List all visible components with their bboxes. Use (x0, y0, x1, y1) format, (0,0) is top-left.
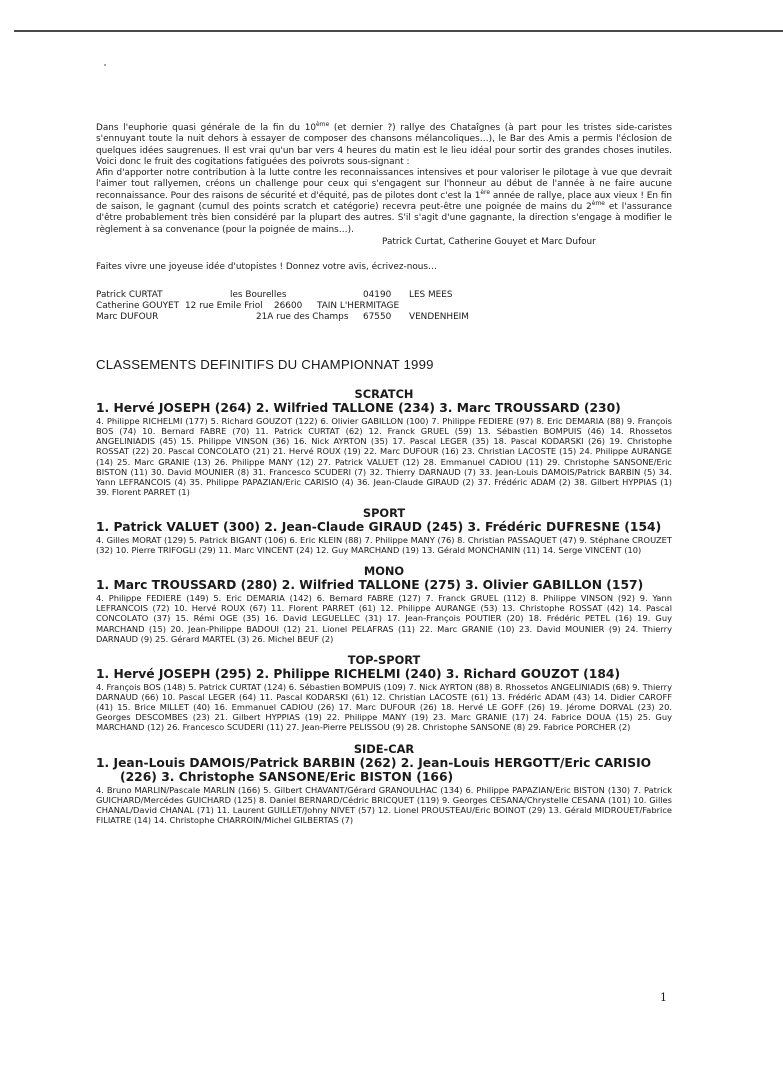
intro-paragraph-2: Afin d'apporter notre contribution à la lutte contre les reconnaissances intensives et pour valoriser le pilotage à vue que devrait l'aimer tout rallyemen, créons un challenge pour ceux qui s'engagent sur l'honneur au début de l'année à ne faire aucune reconnaissance. Pour des raisons de sécurité et d'équité, pas de pilotes dont c'est la 1ère année de rallye, place aux vieux ! En fin de saison, le gagnant (cumul des points scratch et catégorie) recevra peut-être une poignée de mains du 2ème et l'assurance d'être probablement très bien considéré par la plupart des autres. S'il s'agit d'une gagnante, la direction s'engage à modifier le règlement à sa convenance (pour la poignée de mains…). (96, 168, 672, 235)
category-title: SIDE-CAR (353, 741, 415, 756)
intro (96, 123, 672, 274)
address-city: VENDENHEIM (409, 311, 469, 322)
category-title: MONO (363, 564, 405, 579)
address-name: Marc DUFOUR (96, 311, 159, 322)
category-title: SPORT (362, 506, 406, 521)
top-rule (14, 30, 783, 32)
address-street: les Bourelles (230, 289, 287, 300)
page-number: 1 (660, 991, 667, 1004)
address-row (96, 301, 672, 312)
address-row (96, 312, 672, 323)
address-street: 21A rue des Champs (256, 311, 349, 322)
address-name: Patrick CURTAT (96, 289, 163, 300)
ranking-list: 4. François BOS (148) 5. Patrick CURTAT (124) 6. Sébastien BOMPUIS (109) 7. Nick AYRTON (88) 8. Rhossetos ANGELINIADIS (68) 9. Thierry DARNAUD (66) 10. Pascal LEGER (64) 11. Pascal KODARSKI (61) 12. Christian LACOSTE (61) 13. Frédéric ADAM (43) 14. Didier CAROFF (41) 15. Brice MILLET (40) 16. Emmanuel CADIOU (26) 17. Marc DUFOUR (26) 18. Hervé LE GOFF (26) 19. Jérome DORVAL (23) 20. Georges DESCOMBES (23) 21. Gilbert HYPPIAS (19) 22. Philippe MANY (19) 23. Marc GRANIE (17) 24. Fabrice DOUA (15) 25. Guy MARCHAND (12) 26. Francesco SCUDERI (11) 27. Jean-Pierre PELISSOU (9) 28. Christophe SANSONE (8) 29. Fabrice PORCHER (2) (96, 681, 672, 733)
category-title: TOP-SPORT (347, 652, 421, 667)
scan-speck (104, 64, 106, 66)
podium: 1. Patrick VALUET (300) 2. Jean-Claude GIRAUD (245) 3. Frédéric DUFRESNE (154) (96, 520, 662, 535)
address-block (96, 290, 672, 324)
address-zip: 26600 (274, 300, 303, 311)
address-city: TAIN L'HERMITAGE (317, 300, 400, 311)
address-zip: 67550 (363, 311, 392, 322)
ranking-list: 4. Bruno MARLIN/Pascale MARLIN (166) 5. Gilbert CHAVANT/Gérard GRANOULHAC (134) 6. Philippe PAPAZIAN/Eric BISTON (130) 7. Patrick GUICHARD/Mercédes GUICHARD (125) 8. Daniel BERNARD/Cédric BRICQUET (119) 9. Georges CESANA/Chrystelle CESANA (101) 10. Gilles CHANAL/David CHANAL (71) 11. Laurent GUILLET/Johny NIVET (57) 12. Lionel PROUSTEAU/Eric BOINOT (29) 13. Gérald MIDROUET/Fabrice FILIATRE (14) 14. Christophe CHARROIN/Michel GILBERTAS (7) (96, 784, 672, 826)
category-title: SCRATCH (354, 387, 414, 402)
intro-paragraph-1: Dans l'euphorie quasi générale de la fin du 10ème (et dernier ?) rallye des Chataîgnes (à part pour les tristes side-caristes s'ennuyant toute la nuit dehors à essayer de composer des chansons mélancoliques…), le Bar des Amis a permis l'éclosion de quelques idées saugrenues. Il est vrai qu'un bar vers 4 heures du matin est le lieu idéal pour sortir des grandes choses inutiles. Voici donc le fruit des cogitations fatiguées des poivrots sous-signant : (96, 121, 672, 167)
category-scratch (96, 388, 672, 497)
category-sport (96, 507, 672, 555)
championship-title: CLASSEMENTS DEFINITIFS DU CHAMPIONNAT 1999 (96, 357, 434, 373)
address-city: LES MEES (409, 289, 453, 300)
podium: 1. Marc TROUSSARD (280) 2. Wilfried TALLONE (275) 3. Olivier GABILLON (157) (96, 578, 644, 593)
ranking-list: 4. Philippe RICHELMI (177) 5. Richard GOUZOT (122) 6. Olivier GABILLON (100) 7. Philippe FEDIERE (97) 8. Eric DEMARIA (88) 9. François BOS (74) 10. Bernard FABRE (70) 11. Patrick CURTAT (62) 12. Franck GRUEL (59) 13. Sébastien BOMPUIS (46) 14. Rhossetos ANGELINIADIS (45) 15. Philippe VINSON (36) 16. Nick AYRTON (35) 17. Pascal LEGER (35) 18. Pascal KODARSKI (26) 19. Christophe ROSSAT (22) 20. Pascal CONCOLATO (21) 21. Hervé ROUX (19) 22. Marc DUFOUR (16) 23. Christian LACOSTE (15) 24. Philippe AURANGE (14) 25. Marc GRANIE (13) 26. Philippe MANY (12) 27. Patrick VALUET (12) 28. Emmanuel CADIOU (11) 29. Christophe SANSONE/Eric BISTON (11) 30. David MOUNIER (8) 31. Francesco SCUDERI (7) 32. Thierry DARNAUD (7) 33. Jean-Louis DAMOIS/Patrick BARBIN (5) 34. Yann LEFRANCOIS (4) 35. Philippe PAPAZIAN/Eric CARISIO (4) 36. Jean-Claude GIRAUD (2) 37. Frédéric ADAM (2) 38. Gilbert HYPPIAS (1) 39. Florent PARRET (1) (96, 415, 672, 498)
category-top-sport (96, 654, 672, 733)
category-mono (96, 565, 672, 644)
address-row (96, 290, 672, 301)
ranking-list: 4. Philippe FEDIERE (149) 5. Eric DEMARIA (142) 6. Bernard FABRE (127) 7. Franck GRUEL (112) 8. Philippe VINSON (92) 9. Yann LEFRANCOIS (72) 10. Hervé ROUX (67) 11. Florent PARRET (61) 12. Philippe AURANGE (53) 13. Christophe ROSSAT (42) 14. Pascal CONCOLATO (37) 15. Rémi OGE (35) 16. David LEGUELLEC (31) 17. Jean-François POUTIER (20) 18. Frédéric PETEL (16) 19. Guy MARCHAND (15) 20. Jean-Philippe BADOUI (12) 21. Lionel PELAFRAS (11) 22. Marc GRANIE (10) 23. David MOUNIER (9) 24. Thierry DARNAUD (9) 25. Gérard MARTEL (3) 26. Michel BEUF (2) (96, 592, 672, 644)
address-name: Catherine GOUYET (96, 300, 180, 311)
ranking-list: 4. Gilles MORAT (129) 5. Patrick BIGANT (106) 6. Eric KLEIN (88) 7. Philippe MANY (76) 8. Christian PASSAQUET (47) 9. Stéphane CROUZET (32) 10. Pierre TRIFOGLI (29) 11. Marc VINCENT (24) 12. Guy MARCHAND (19) 13. Gérald MONCHANIN (11) 14. Serge VINCENT (10) (96, 534, 672, 556)
category-side-car (96, 743, 672, 826)
page-content (96, 123, 672, 826)
address-street: 12 rue Emile Friol (185, 300, 263, 311)
podium: 1. Jean-Louis DAMOIS/Patrick BARBIN (262) 2. Jean-Louis HERGOTT/Eric CARISIO (226) 3. Christophe SANSONE/Eric BISTON (166) (96, 755, 652, 785)
signature: Patrick Curtat, Catherine Gouyet et Marc Dufour (382, 236, 596, 247)
podium: 1. Hervé JOSEPH (264) 2. Wilfried TALLONE (234) 3. Marc TROUSSARD (230) (96, 401, 621, 416)
podium: 1. Hervé JOSEPH (295) 2. Philippe RICHELMI (240) 3. Richard GOUZOT (184) (96, 666, 621, 681)
invite-text: Faites vivre une joyeuse idée d'utopistes ! Donnez votre avis, écrivez-nous… (96, 262, 437, 273)
address-zip: 04190 (363, 289, 392, 300)
